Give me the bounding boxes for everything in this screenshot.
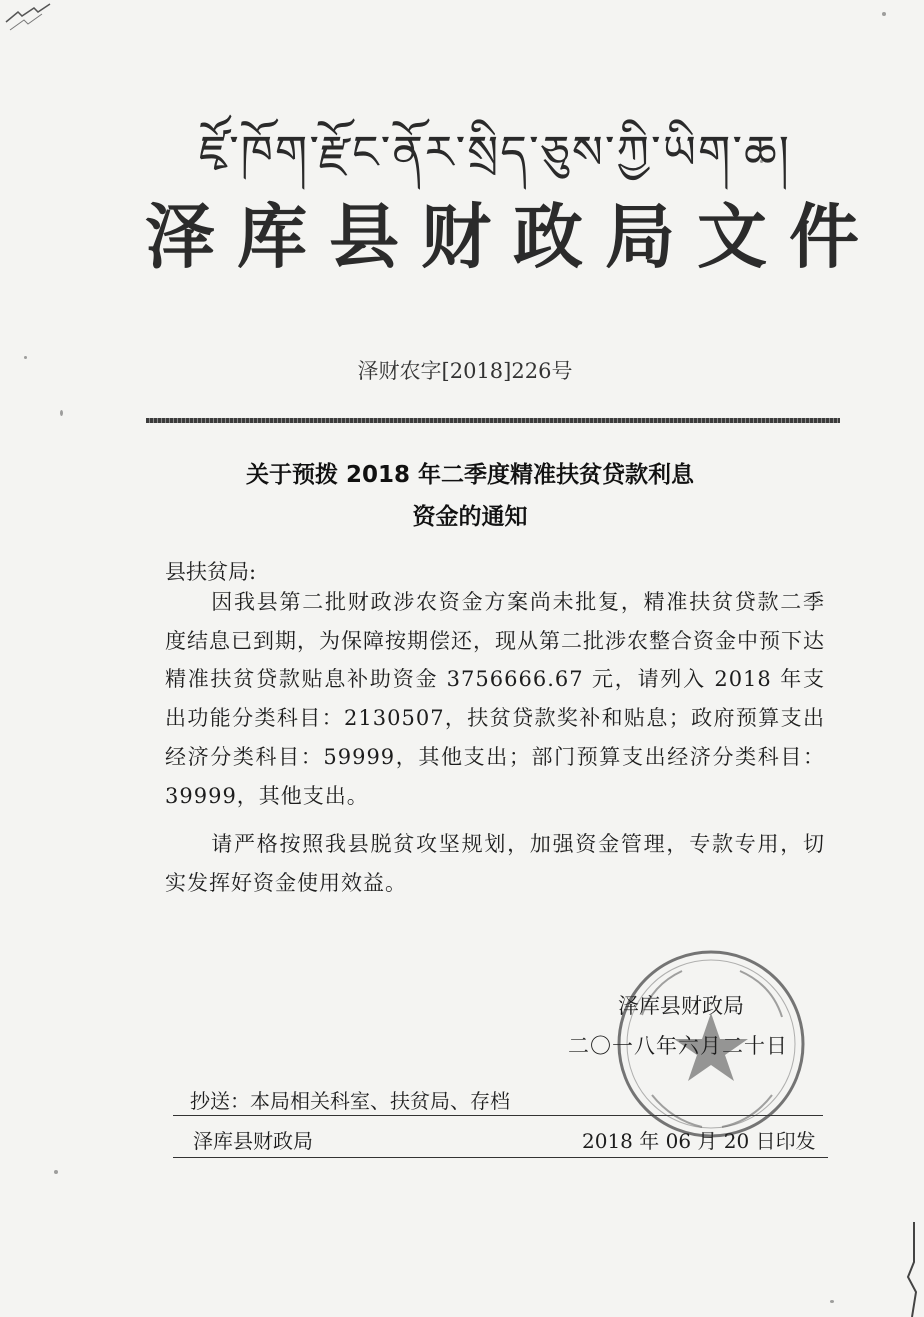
body-paragraph-2: 请严格按照我县脱贫攻坚规划，加强资金管理，专款专用，切实发挥好资金使用效益。 (165, 832, 825, 895)
document-header: 泽库县财政局文件 (145, 196, 881, 278)
document-number: 泽财农字[2018]226号 (357, 359, 573, 383)
addressee: 县扶贫局: (165, 560, 257, 584)
notice-body (165, 583, 825, 903)
tibetan-header: ཛྭོ་ཁོག་རྫོང་ནོར་སྲིད་ཅུས་ཀྱི་ཡིག་ཆ། (199, 125, 791, 179)
signature-date: 二〇一八年六月二十日 (568, 1034, 788, 1058)
scan-speck (830, 1300, 834, 1303)
signature-organization: 泽库县财政局 (618, 994, 744, 1018)
scan-speck (882, 12, 886, 16)
scan-speck (60, 410, 63, 416)
scan-corner-mark (4, 0, 64, 34)
notice-title-line1: 关于预拨 2018 年二季度精准扶贫贷款利息 (245, 462, 695, 488)
scan-edge-mark (904, 1222, 922, 1317)
notice-title-line2: 资金的通知 (412, 504, 528, 530)
scan-speck (54, 1170, 58, 1174)
body-paragraph-1: 因我县第二批财政涉农资金方案尚未批复，精准扶贫贷款二季度结息已到期，为保障按期偿还，现从第二批涉农整合资金中预下达精准扶贫贷款贴息补助资金 3756666.67 元，请列入 2018 年支出功能分类科目：2130507，扶贫贷款奖补和贴息；政府预算支出经济分类科目：59999，其他支出；部门预算支出经济分类科目：39999，其他支出。 (165, 590, 825, 808)
issuer-name: 泽库县财政局 (193, 1129, 313, 1153)
issue-date: 2018 年 06 月 20 日印发 (582, 1129, 816, 1153)
footer-rule-bottom (173, 1157, 828, 1158)
copy-to-line: 抄送：本局相关科室、扶贫局、存档 (190, 1089, 510, 1113)
header-divider (146, 418, 840, 423)
scan-speck (24, 356, 27, 359)
footer-rule-top (173, 1115, 823, 1116)
